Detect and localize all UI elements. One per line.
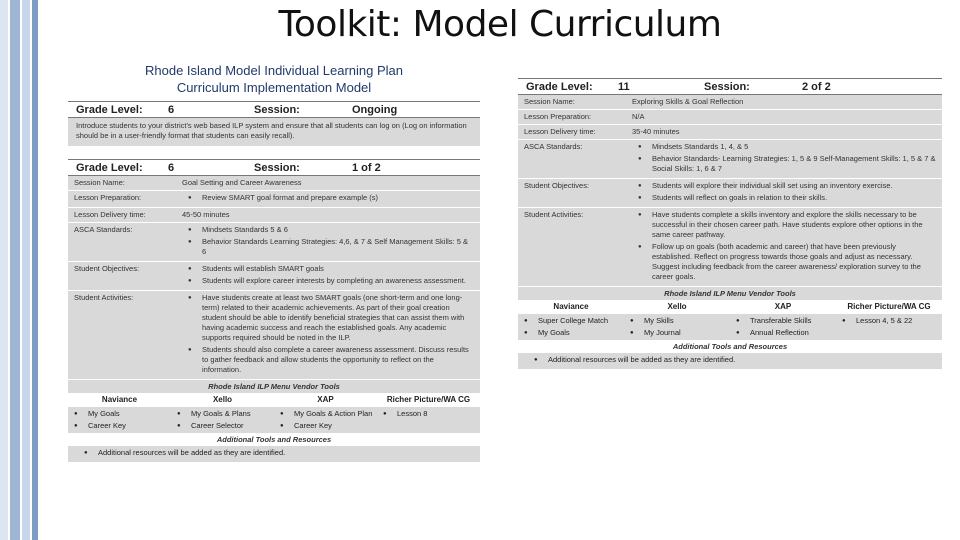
row-value: 45-50 minutes xyxy=(176,208,480,223)
session-label: Session: xyxy=(254,161,300,174)
list-item: ● Students will explore career interests by completing an awareness assessment. xyxy=(182,276,474,286)
table-row xyxy=(518,179,942,208)
grade-value: 11 xyxy=(618,80,630,93)
row-label: Student Objectives: xyxy=(518,179,626,208)
row-value: N/A xyxy=(626,110,942,125)
list-item: ● Career Selector xyxy=(171,421,274,431)
vendor-tools-cells xyxy=(68,407,480,433)
table-row xyxy=(518,95,942,110)
stripe-1 xyxy=(0,0,8,540)
list-item: ● Additional resources will be added as they are identified. xyxy=(528,355,934,365)
session-value: Ongoing xyxy=(352,103,398,116)
list-item: ● My Journal xyxy=(624,328,730,338)
list-item: ● Behavior Standards Learning Strategies: 4,6, & 7 & Self Management Skills: 5 & 6 xyxy=(182,237,474,257)
list-item: ● Additional resources will be added as they are identified. xyxy=(78,448,472,458)
list-item: ● My Goals & Plans xyxy=(171,409,274,419)
row-label: Session Name: xyxy=(518,95,626,110)
session-value: 2 of 2 xyxy=(802,80,831,93)
list-item: ● Have students create at least two SMART goals (one short-term and one long-term) related to their academic achievements. As part of their goal creation student should be able to identify beneficial strategies that can assist them with having academic success and reach the established goals. Any academic supports required should be noted in the ILP. xyxy=(182,293,474,343)
grade-label: Grade Level: xyxy=(76,103,143,116)
grade-value: 6 xyxy=(168,103,175,116)
list-item: ● Mindsets Standards 5 & 6 xyxy=(182,225,474,235)
list-item: ● My Goals & Action Plan xyxy=(274,409,377,419)
list-item: ● Behavior Standards- Learning Strategies: 1, 5 & 9 Self-Management Skills: 1, 5 & 7 & Social Skills: 1, 6 & 7 xyxy=(632,154,936,174)
grade-label: Grade Level: xyxy=(526,80,593,93)
stripe-2 xyxy=(10,0,20,540)
table-row xyxy=(68,191,480,208)
additional-tools-list xyxy=(68,446,480,462)
vendor-header: Naviance xyxy=(553,302,589,311)
table-row xyxy=(518,208,942,287)
list-item: ● My Goals xyxy=(68,409,171,419)
vendor-tools-title: Rhode Island ILP Menu Vendor Tools xyxy=(68,380,480,393)
intro-text: Introduce students to your district's web based ILP system and ensure that all students can log on (Log on information should be in a user-friendly format that students can easily recall). xyxy=(68,118,480,146)
list-item: ● Have students complete a skills inventory and explore the skills necessary to be successful in their chosen career path. Have students explore other options in the same career pathway. xyxy=(632,210,936,240)
list-item: ● Mindsets Standards 1, 4, & 5 xyxy=(632,142,936,152)
grade-label: Grade Level: xyxy=(76,161,143,174)
decorative-stripes xyxy=(0,0,42,540)
slide-title: Toolkit: Model Curriculum xyxy=(278,4,722,45)
list-item: ● My Skills xyxy=(624,316,730,326)
list-item: ● Students should also complete a career awareness assessment. Discuss results to gather feedback and allow students the opportunity to reflect on the information. xyxy=(182,345,474,375)
session-label: Session: xyxy=(254,103,300,116)
document-header-line-2: Curriculum Implementation Model xyxy=(176,80,372,95)
row-label: ASCA Standards: xyxy=(68,223,176,262)
row-label: Lesson Delivery time: xyxy=(518,125,626,140)
row-label: Lesson Delivery time: xyxy=(68,208,176,223)
additional-tools-list xyxy=(518,353,942,369)
grade-session-row xyxy=(68,159,480,176)
vendor-header: Naviance xyxy=(101,395,138,404)
document-header xyxy=(68,62,480,96)
table-row xyxy=(68,291,480,380)
list-item: ● Super College Match xyxy=(518,316,624,326)
row-label: Student Objectives: xyxy=(68,262,176,291)
list-item: ● Follow up on goals (both academic and career) that have been previously established. Reflect on progress towards those goals and adjust as necessary. Suggest including feedback from the career awareness/ exploration survey to the career goals. xyxy=(632,242,936,282)
vendor-header: Xello xyxy=(667,302,687,311)
vendor-header: Xello xyxy=(212,395,233,404)
right-curriculum-document xyxy=(518,78,942,453)
table-row xyxy=(68,262,480,291)
list-item: ● Transferable Skills xyxy=(730,316,836,326)
vendor-headers xyxy=(518,300,942,314)
grade-value: 6 xyxy=(168,161,175,174)
session-details-table xyxy=(518,95,942,287)
grade-session-row xyxy=(68,101,480,118)
vendor-header: Richer Picture/WA CG xyxy=(386,395,471,404)
vendor-tools-cells xyxy=(518,314,942,340)
row-value: Exploring Skills & Goal Reflection xyxy=(626,95,942,110)
table-row xyxy=(68,223,480,262)
list-item: ● Review SMART goal format and prepare example (s) xyxy=(182,193,474,203)
row-label: ASCA Standards: xyxy=(518,140,626,179)
list-item: ● Career Key xyxy=(68,421,171,431)
row-label: Lesson Preparation: xyxy=(518,110,626,125)
row-label: Lesson Preparation: xyxy=(68,191,176,208)
table-row xyxy=(518,125,942,140)
row-value: 35-40 minutes xyxy=(626,125,942,140)
additional-tools-title: Additional Tools and Resources xyxy=(68,433,480,446)
stripe-4 xyxy=(32,0,38,540)
row-label: Student Activities: xyxy=(68,291,176,380)
left-curriculum-document xyxy=(68,55,480,525)
list-item: ● Students will establish SMART goals xyxy=(182,264,474,274)
list-item: ● Students will reflect on goals in relation to their skills. xyxy=(632,193,936,203)
session-details-table xyxy=(68,176,480,380)
vendor-headers xyxy=(68,393,480,407)
row-label: Student Activities: xyxy=(518,208,626,287)
session-label: Session: xyxy=(704,80,750,93)
table-row xyxy=(68,208,480,223)
vendor-header: Richer Picture/WA CG xyxy=(847,302,931,311)
table-row xyxy=(68,176,480,191)
grade-session-row xyxy=(518,78,942,95)
stripe-3 xyxy=(22,0,30,540)
additional-tools-title: Additional Tools and Resources xyxy=(518,340,942,353)
table-row xyxy=(518,110,942,125)
vendor-header: XAP xyxy=(774,302,792,311)
list-item: ● Lesson 4, 5 & 22 xyxy=(836,316,942,326)
list-item: ● Students will explore their individual skill set using an inventory exercise. xyxy=(632,181,936,191)
list-item: ● Annual Reflection xyxy=(730,328,836,338)
list-item: ● My Goals xyxy=(518,328,624,338)
vendor-header: XAP xyxy=(317,395,334,404)
session-value: 1 of 2 xyxy=(352,161,381,174)
vendor-tools-title: Rhode Island ILP Menu Vendor Tools xyxy=(518,287,942,300)
list-item: ● Career Key xyxy=(274,421,377,431)
row-value: Goal Setting and Career Awareness xyxy=(176,176,480,191)
table-row xyxy=(518,140,942,179)
list-item: ● Lesson 8 xyxy=(377,409,480,419)
row-label: Session Name: xyxy=(68,176,176,191)
document-header-line-1: Rhode Island Model Individual Learning Plan xyxy=(144,63,403,78)
